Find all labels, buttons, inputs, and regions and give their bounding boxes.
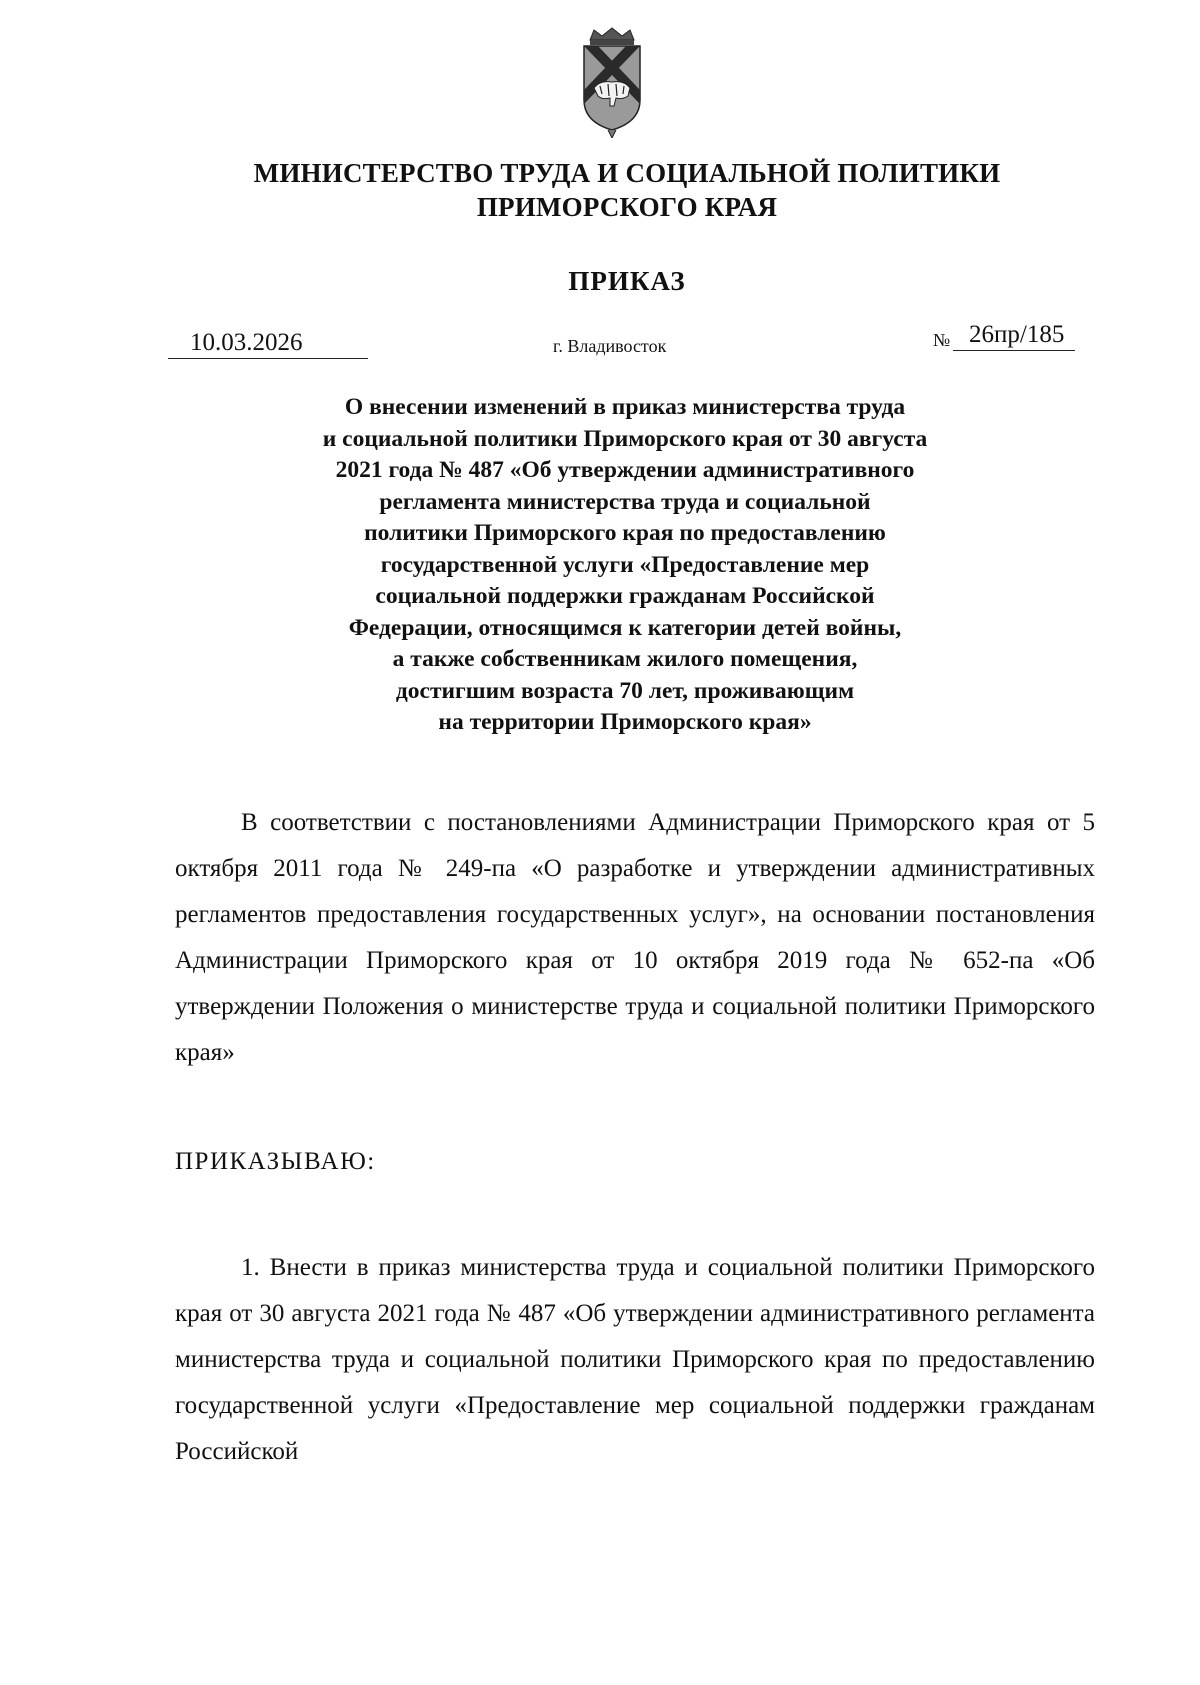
decree-word: ПРИКАЗЫВАЮ: bbox=[175, 1148, 376, 1175]
order-date: 10.03.2026 bbox=[168, 328, 368, 359]
subject-line: Федерации, относящимся к категории детей войны, bbox=[348, 614, 902, 641]
subject-line: социальной поддержки гражданам Российской bbox=[375, 583, 875, 609]
order-number: 26пр/185 bbox=[953, 320, 1075, 351]
document-type: ПРИКАЗ bbox=[568, 266, 686, 296]
preamble-paragraph: В соответствии с постановлениями Администрации Приморского края от 5 октября 2011 года № 249-па «О разработке и утверждении административных регламентов предоставления государственных услуг», на основании постановления Администрации Приморского края от 10 октября 2019 года № 652-па «Об утверждении Положения о министерстве труда и социальной политики Приморского края» bbox=[175, 809, 1095, 1066]
order-subject bbox=[260, 392, 990, 739]
coat-of-arms-icon bbox=[578, 26, 646, 138]
subject-line: и социальной политики Приморского края от 30 августа bbox=[322, 425, 928, 452]
order-city: г. Владивосток bbox=[553, 336, 667, 356]
subject-line: достигшим возраста 70 лет, проживающим bbox=[395, 677, 855, 704]
subject-line: а также собственникам жилого помещения, bbox=[392, 646, 858, 672]
ministry-name-line2: ПРИМОРСКОГО КРАЯ bbox=[476, 192, 778, 222]
ministry-name-line1: МИНИСТЕРСТВО ТРУДА И СОЦИАЛЬНОЙ ПОЛИТИКИ bbox=[253, 158, 1001, 188]
item-1-paragraph: 1. Внести в приказ министерства труда и социальной политики Приморского края от 30 августа 2021 года № 487 «Об утверждении административного регламента министерства труда и социальной политики Приморского края по предоставлению государственной услуги «Предоставление мер социальной поддержки гражданам Российской bbox=[175, 1254, 1095, 1465]
subject-line: государственной услуги «Предоставление мер bbox=[380, 551, 870, 578]
subject-line: 2021 года № 487 «Об утверждении административного bbox=[335, 457, 915, 483]
order-number-label: № bbox=[933, 330, 951, 350]
subject-line: О внесении изменений в приказ министерства труда bbox=[344, 394, 906, 420]
subject-line: на территории Приморского края» bbox=[438, 709, 812, 735]
subject-line: регламента министерства труда и социальной bbox=[379, 488, 871, 515]
subject-line: политики Приморского края по предоставлению bbox=[364, 520, 886, 546]
